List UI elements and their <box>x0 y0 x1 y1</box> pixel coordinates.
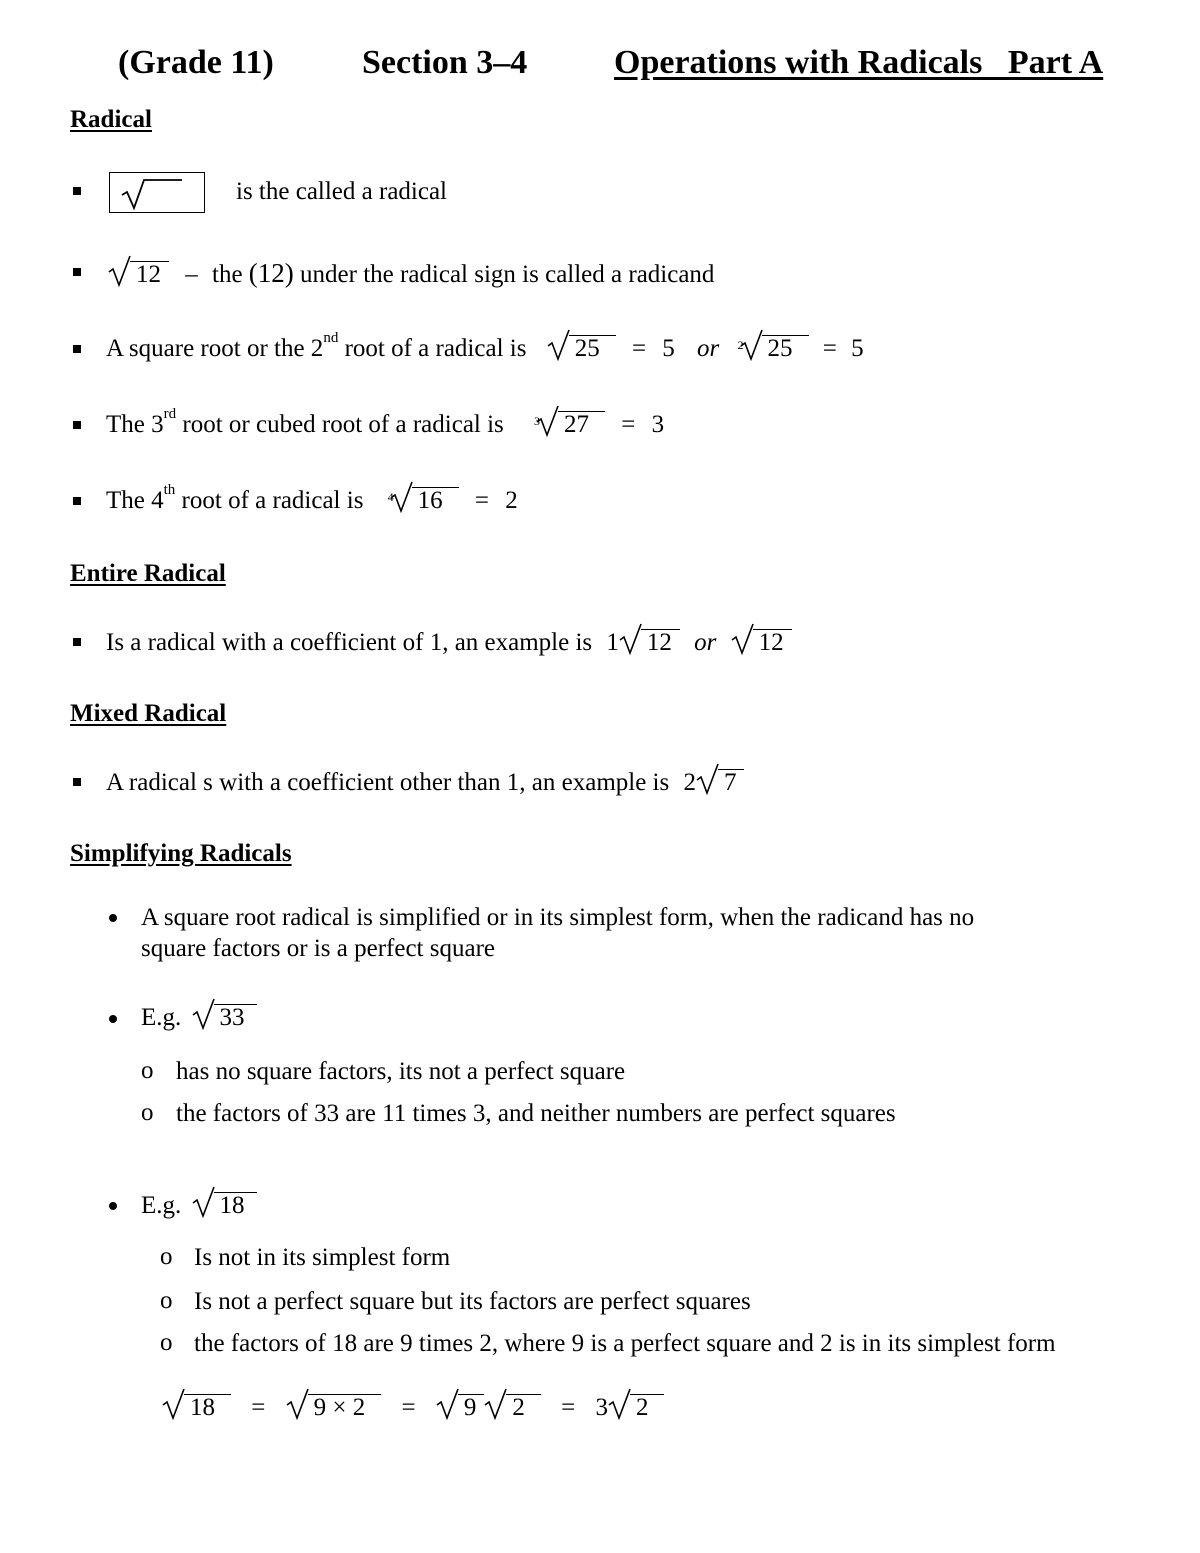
topic-title: Operations with Radicals Part A <box>614 44 1104 81</box>
radical-expression: 12 <box>108 260 169 290</box>
radical-expression: 7 <box>696 768 745 798</box>
simplest-form-line-2: square factors or is a perfect square <box>141 935 495 962</box>
circle-bullet: o <box>141 1057 154 1084</box>
round-bullet <box>109 1015 117 1023</box>
radical-expression: 9 × 2 <box>286 1393 382 1423</box>
fourth-root-line: The 4th root of a radical is 4 16 = 2 <box>106 482 518 514</box>
square-root-line: A square root or the 2nd root of a radical is 25 = 5 or 2 25 = 5 <box>106 330 864 362</box>
radical-symbol-box <box>109 172 205 213</box>
example-18-note-1: Is not in its simplest form <box>194 1244 451 1271</box>
circle-bullet: o <box>160 1329 173 1356</box>
square-bullet <box>73 638 81 646</box>
radical-expression: 12 <box>619 628 680 658</box>
radical-expression: 12 <box>731 628 792 658</box>
simplification-equation: 18 = 9 × 2 = 9 2 = 3 2 <box>160 1393 664 1423</box>
circle-bullet: o <box>141 1099 154 1126</box>
entire-radical-line: Is a radical with a coefficient of 1, an example is 1 12 or 12 <box>106 628 792 658</box>
radical-expression: 33 <box>192 1003 257 1033</box>
square-bullet <box>73 268 81 276</box>
simplest-form-line-1: A square root radical is simplified or in its simplest form, when the radicand has no <box>141 904 975 931</box>
example-33-line: E.g. 33 <box>141 1003 257 1033</box>
simplifying-heading: Simplifying Radicals <box>70 840 292 867</box>
radical-definition: is the called a radical <box>236 178 447 205</box>
radical-expression: 25 <box>547 334 616 364</box>
radical-expression: 2 <box>608 1393 665 1423</box>
radical-expression: 2 25 <box>740 334 809 364</box>
round-bullet <box>109 914 117 922</box>
example-33-note-1: has no square factors, its not a perfect square <box>176 1058 626 1085</box>
example-33-note-2: the factors of 33 are 11 times 3, and neither numbers are perfect squares <box>176 1100 896 1127</box>
example-18-line: E.g. 18 <box>141 1191 257 1221</box>
radicand-line: 12 – the (12) under the radical sign is called a radicand <box>106 258 714 290</box>
example-18-note-2: Is not a perfect square but its factors are perfect squares <box>194 1288 751 1315</box>
grade-label: (Grade 11) <box>118 44 274 81</box>
square-bullet <box>73 421 81 429</box>
mixed-radical-heading: Mixed Radical <box>70 700 227 727</box>
square-bullet <box>73 497 81 505</box>
radical-expression: 2 <box>484 1393 541 1423</box>
radical-expression: 18 <box>162 1393 231 1423</box>
square-bullet <box>73 778 81 786</box>
radical-expression: 4 16 <box>390 486 459 516</box>
radical-expression: 18 <box>192 1191 257 1221</box>
circle-bullet: o <box>160 1287 173 1314</box>
square-bullet <box>73 187 81 195</box>
radical-sign-icon <box>120 175 200 211</box>
radical-heading: Radical <box>70 106 152 133</box>
example-18-note-3: the factors of 18 are 9 times 2, where 9 is a perfect square and 2 is in its simplest form <box>194 1330 1056 1357</box>
entire-radical-heading: Entire Radical <box>70 560 226 587</box>
round-bullet <box>109 1202 117 1210</box>
cube-root-line: The 3rd root or cubed root of a radical is 3 27 = 3 <box>106 406 665 438</box>
radical-expression: 3 27 <box>536 410 605 440</box>
mixed-radical-line: A radical s with a coefficient other than 1, an example is 2 7 <box>106 768 744 798</box>
section-label: Section 3–4 <box>362 44 528 81</box>
square-bullet <box>73 345 81 353</box>
circle-bullet: o <box>160 1243 173 1270</box>
radical-expression: 9 <box>436 1393 485 1423</box>
